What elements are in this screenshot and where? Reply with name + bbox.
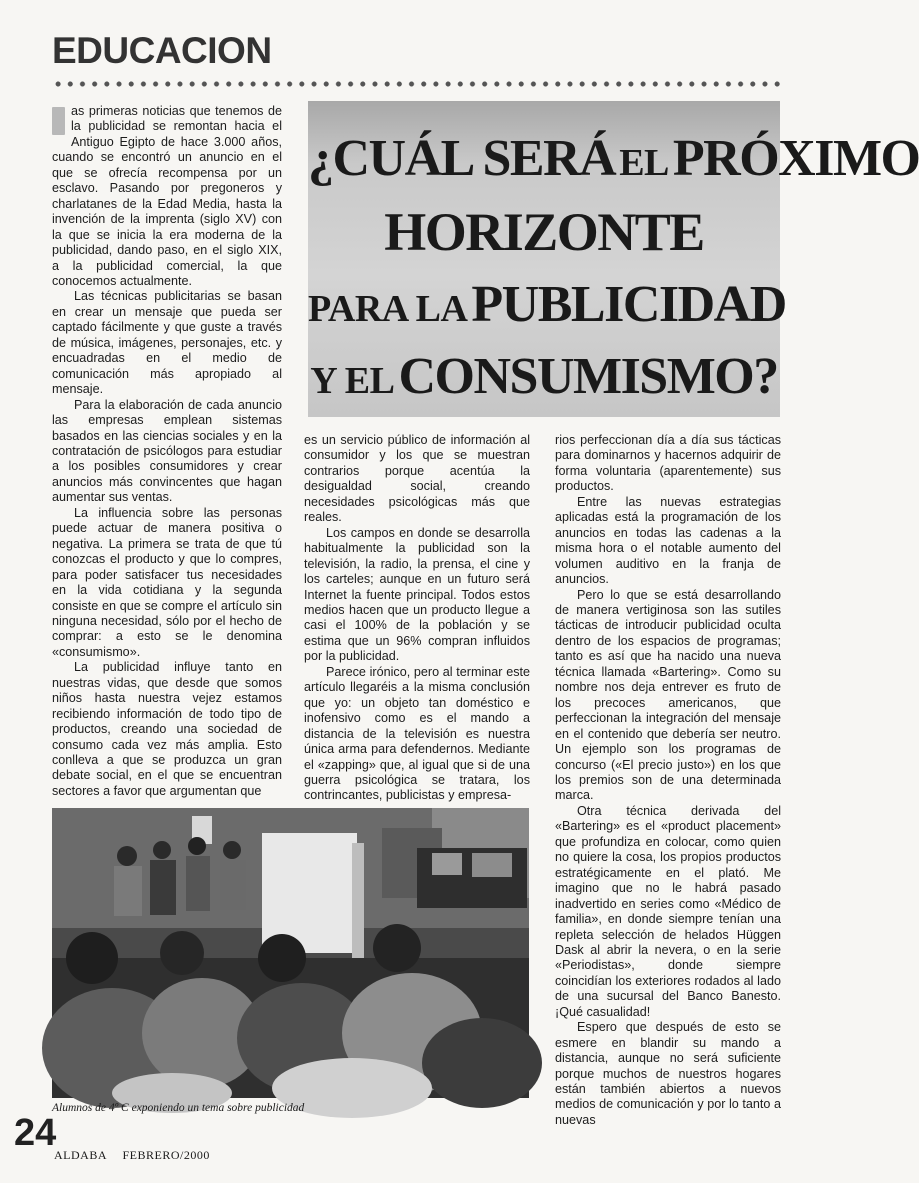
section-title: EDUCACION — [52, 30, 272, 71]
headline-line-4: Y EL CONSUMISMO? — [310, 348, 778, 405]
paragraph: Pero lo que se está desarrollando de manera vertiginosa son las sutiles tácticas de introducir publicidad oculta dentro de los espacios de programas; tanto es así que ha nacido una nueva técnica llamada «Bartering». Como su nombre nos deja entrever es fruto de los precoces americanos, que perfeccionan la integración del mensaje en el contenido que debería ser neutro. Un ejemplo son los programas de concurso («El precio justo») en los que los premios son de una determinada marca. — [555, 587, 781, 803]
paragraph: Para la elaboración de cada anuncio las empresas emplean sistemas basados en las ciencias sociales y en la contratación de psicólogos para estudiar a los posibles consumidores y crear anuncios más convincentes que hagan aumentar sus ventas. — [52, 397, 282, 505]
paragraph: as primeras noticias que tenemos de la publicidad se remontan hacia el Antiguo Egipto de hace 3.000 años, cuando se encontró un anuncio en el que se ofrecía recompensa por un esclavo. Pasando por pregoneros y charlatanes de la Edad Media, hasta la invención de la imprenta (siglo XV) con la que se inicia la era moderna de la publicidad, dando paso, en el siglo XIX, a la publicidad comercial, la que conocemos actualmente. — [52, 104, 282, 288]
headline-box — [308, 101, 919, 417]
article-column-1 — [52, 104, 282, 799]
headline-line-1: ¿CUÁL SERÁ EL PRÓXIMO — [308, 130, 919, 187]
issue-date: FEBRERO/2000 — [122, 1148, 210, 1162]
paragraph: La influencia sobre las personas puede actuar de manera positiva o negativa. La primera se trata de que tú conozcas el producto y que lo compres, para poder satisfacer tus necesidades en la vida cotidiana y la segunda consiste en que se compre el artículo sin ninguna necesidad, sólo por el hecho de comprar: a esto se le denomina «consumismo». — [52, 505, 282, 659]
classroom-photo — [52, 808, 529, 1098]
paragraph: Entre las nuevas estrategias aplicadas está la programación de los anuncios en todas las cadenas a la misma hora o el notable aumento del volumen auditivo en la franja de anuncios. — [555, 494, 781, 587]
paragraph: es un servicio público de información al consumidor y los que se muestran contrarios porque acentúa la desigualdad social, creando necesidades psicológicas más que reales. — [304, 433, 530, 525]
paragraph: rios perfeccionan día a día sus tácticas para dominarnos y hacernos adquirir de forma voluntaria (aparentemente) sus productos. — [555, 433, 781, 494]
footer — [54, 1148, 222, 1163]
drop-cap-l — [52, 107, 65, 135]
paragraph: Espero que después de esto se esmere en blandir su mando a distancia, aunque no será suficiente porque muchos de nuestros hogares están también abiertos a nuevos medios de comunicación y por lo tanto a nuevas — [555, 1020, 781, 1127]
paragraph: Otra técnica derivada del «Bartering» es el «product placement» que profundiza en colocar, como quien no quiere la cosa, los propios productos estratégicamente en el plató. Me imagino que no le habrá pasado inadvertido en series como «Médico de familia», en donde siempre tenían una repleta selección de helados Hüggen Dask al abrir la nevera, o en la serie «Periodistas», donde siempre coincidían los exteriores rodados al lado de una sucursal del Banco Banesto. ¡Qué casualidad! — [555, 803, 781, 1019]
paragraph: La publicidad influye tanto en nuestras vidas, que desde que somos niños hasta nuestra vejez estamos recibiendo información de todo tipo de productos, creando una sociedad de consumo cada vez más amplia. Esto conlleva a que se produzca un gran debate social, en el que se encuentran sectores a favor que argumentan que — [52, 660, 282, 798]
paragraph: Los campos en donde se desarrolla habitualmente la publicidad son la televisión, la radio, la prensa, el cine y los carteles; aunque en un futuro será Internet la fuente principal. Todos estos medios hacen que un producto llegue a casi el 100% de la población y se estima que un 96% compran influidos por la publicidad. — [304, 525, 530, 664]
article-column-2 — [304, 433, 530, 804]
dotted-divider — [52, 80, 782, 88]
paragraph: Parece irónico, pero al terminar este artículo llegaréis a la misma conclusión que yo: un objeto tan doméstico e inofensivo como es el mando a distancia de la televisión es nuestra única arma para defendernos. Mediante el «zapping» que, al igual que si de una guerra psicológica se tratara, los contrincantes, publicistas y empresa- — [304, 664, 530, 803]
photo-caption: Alumnos de 4º C exponiendo un tema sobre publicidad — [52, 1102, 305, 1114]
article-column-3 — [555, 433, 781, 1128]
headline-line-2: HORIZONTE — [384, 202, 704, 262]
paragraph: Las técnicas publicitarias se basan en crear un mensaje que pueda ser captado fácilmente y que guste a través de música, imágenes, personajes, etc. y encuadradas en el medio de comunicación más apropiado al mensaje. — [52, 289, 282, 397]
page-number: 24 — [14, 1112, 57, 1154]
headline-line-3: PARA LA PUBLICIDAD — [308, 276, 786, 333]
magazine-name: ALDABA — [54, 1148, 107, 1162]
